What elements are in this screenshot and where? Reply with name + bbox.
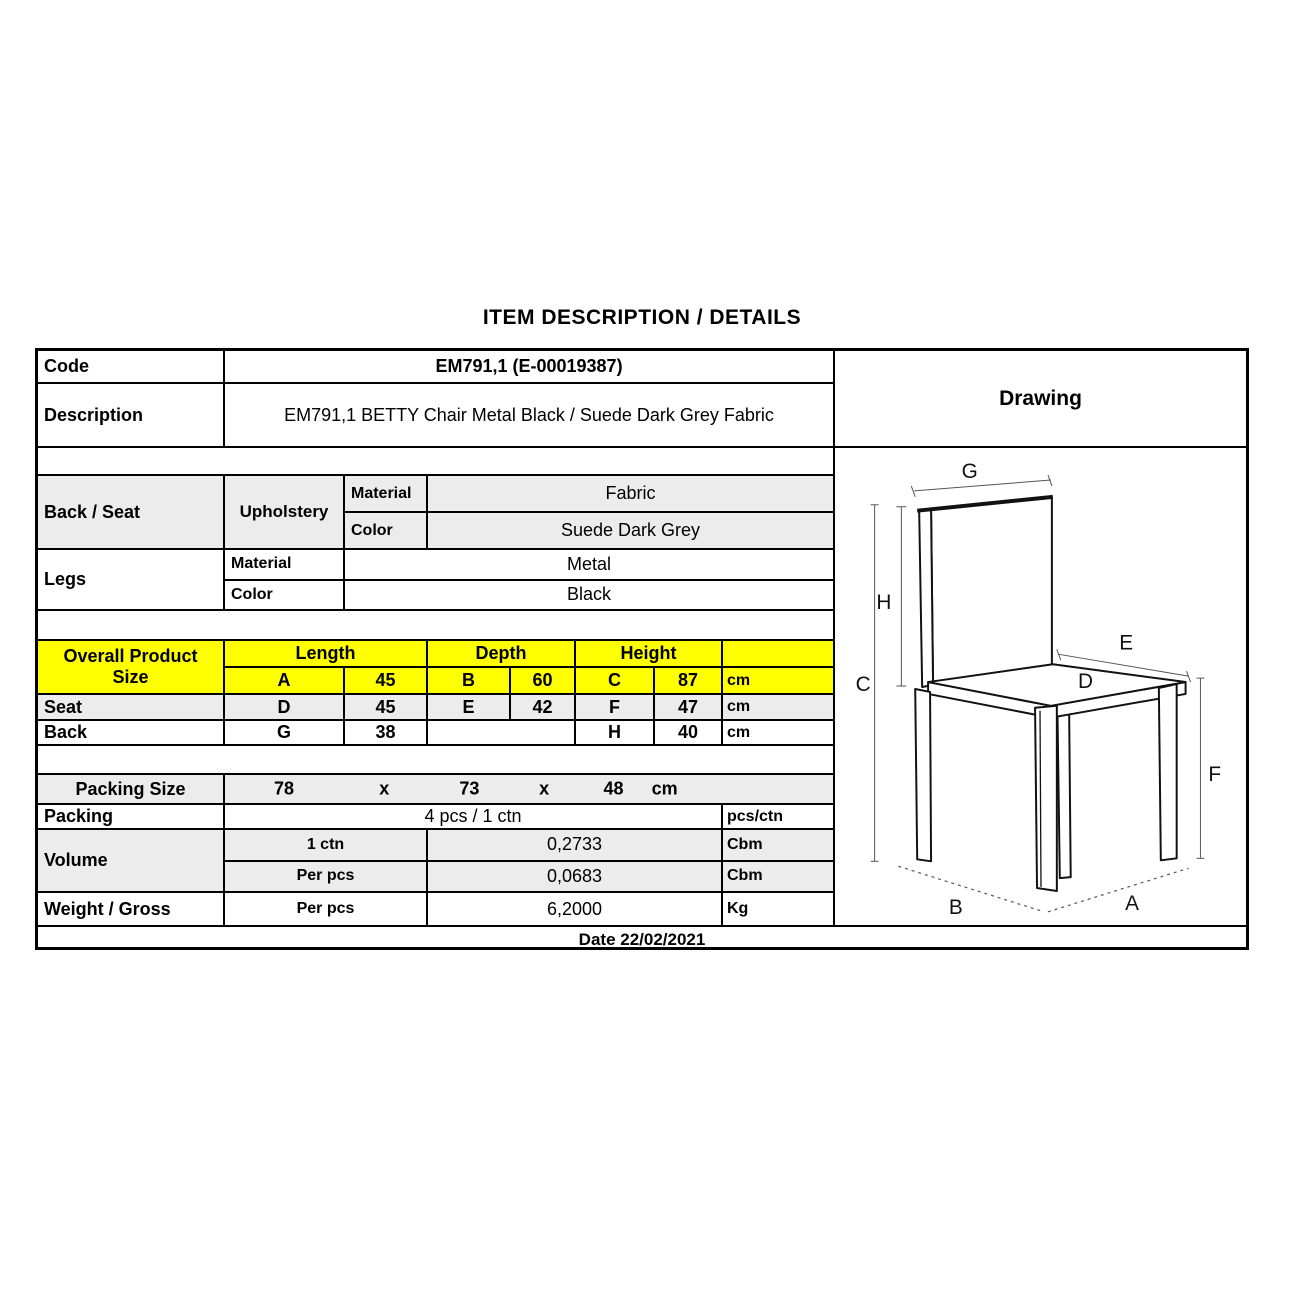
description-row <box>38 384 833 448</box>
seat-unit: cm <box>727 698 751 715</box>
weight-value: 6,2000 <box>428 893 723 925</box>
overall-length-letter: A <box>225 668 345 693</box>
overall-size-label-line2: Size <box>112 667 149 687</box>
description-value: EM791,1 BETTY Chair Metal Black / Suede Dark Grey Fabric <box>284 404 774 425</box>
back-seat-label: Back / Seat <box>38 476 225 548</box>
packing-size-values <box>225 775 833 803</box>
legs-section <box>38 550 833 611</box>
back-unit: cm <box>727 723 751 741</box>
dim-label-a: A <box>1125 891 1140 915</box>
volume-label: Volume <box>38 830 225 891</box>
color-label: Color <box>345 513 428 548</box>
chair-outline <box>915 497 1185 891</box>
chair-right-leg <box>1159 684 1177 860</box>
overall-unit: cm <box>727 671 751 689</box>
back-depth-empty <box>428 721 576 744</box>
depth-header: Depth <box>428 641 576 666</box>
chair-backrest-post <box>919 509 933 687</box>
packing-size-x2: x <box>539 778 550 799</box>
volume-ctn-value: 0,2733 <box>428 830 723 860</box>
dim-label-e: E <box>1119 631 1134 655</box>
packing-value: 4 pcs / 1 ctn <box>225 805 723 828</box>
dim-label-c: C <box>855 672 871 696</box>
back-length-value: 38 <box>345 721 428 744</box>
dim-label-d: D <box>1078 669 1094 693</box>
legs-material-value: Metal <box>566 553 611 574</box>
volume-section <box>38 830 833 893</box>
seat-depth-value: 42 <box>511 695 576 719</box>
volume-ctn-row <box>225 830 833 862</box>
chair-left-leg <box>915 689 931 861</box>
upholstery-rows <box>345 476 833 548</box>
dim-label-h: H <box>876 590 892 614</box>
overall-depth-value: 60 <box>511 668 576 693</box>
seat-label: Seat <box>38 695 225 719</box>
color-value: Suede Dark Grey <box>560 520 701 540</box>
data-table <box>38 351 835 925</box>
volume-ctn-unit: Cbm <box>727 835 763 853</box>
material-value: Fabric <box>605 483 656 503</box>
volume-pcs-row <box>225 862 833 892</box>
chair-drawing <box>835 448 1246 925</box>
volume-rows <box>225 830 833 891</box>
packing-size-d: 73 <box>459 778 480 799</box>
back-label: Back <box>38 721 225 744</box>
packing-size-unit: cm <box>651 778 678 799</box>
overall-height-value: 87 <box>655 668 723 693</box>
legs-color-value: Black <box>566 584 611 605</box>
weight-unit: Kg <box>727 900 749 917</box>
spec-table <box>35 348 1249 950</box>
upholstery-label: Upholstery <box>225 476 345 548</box>
overall-values-row <box>225 668 833 693</box>
upholstery-color-row <box>345 513 833 548</box>
back-size-row <box>38 721 833 746</box>
volume-ctn-label: 1 ctn <box>225 830 428 860</box>
size-header-grid <box>225 641 833 693</box>
seat-length-value: 45 <box>345 695 428 719</box>
back-height-value: 40 <box>655 721 723 744</box>
overall-size-label <box>38 641 225 693</box>
back-seat-section <box>38 476 833 550</box>
drawing-column <box>835 351 1246 925</box>
overall-length-value: 45 <box>345 668 428 693</box>
date-row: Date 22/02/2021 <box>38 925 1246 953</box>
overall-size-label-line1: Overall Product <box>63 646 198 667</box>
packing-row <box>38 805 833 830</box>
seat-length-letter: D <box>225 695 345 719</box>
seat-height-value: 47 <box>655 695 723 719</box>
packing-label: Packing <box>38 805 225 828</box>
volume-pcs-unit: Cbm <box>727 867 763 885</box>
overall-height-letter: C <box>576 668 655 693</box>
seat-depth-letter: E <box>428 695 511 719</box>
length-header: Length <box>225 641 428 666</box>
size-header-empty <box>723 641 833 666</box>
overall-size-section <box>38 641 833 695</box>
legs-color-row <box>225 581 833 610</box>
code-label: Code <box>38 351 225 382</box>
packing-size-row <box>38 775 833 805</box>
code-row <box>38 351 833 384</box>
drawing-title: Drawing <box>835 351 1246 448</box>
height-header: Height <box>576 641 723 666</box>
overall-depth-letter: B <box>428 668 511 693</box>
volume-pcs-label: Per pcs <box>225 862 428 892</box>
packing-size-w: 78 <box>273 778 294 799</box>
packing-size-h: 48 <box>603 778 624 799</box>
back-length-letter: G <box>225 721 345 744</box>
dim-label-f: F <box>1208 763 1222 787</box>
seat-height-letter: F <box>576 695 655 719</box>
spacer-row <box>38 611 833 641</box>
size-header-row <box>225 641 833 668</box>
legs-label: Legs <box>38 550 225 609</box>
dim-label-g: G <box>961 460 978 484</box>
code-value: EM791,1 (E-00019387) <box>435 356 623 376</box>
packing-size-x1: x <box>379 778 390 799</box>
weight-label: Weight / Gross <box>38 893 225 925</box>
seat-size-row <box>38 695 833 721</box>
dim-label-b: B <box>948 895 963 919</box>
material-label: Material <box>345 476 428 511</box>
spacer-row <box>38 746 833 775</box>
chair-front-leg <box>1035 706 1057 891</box>
volume-pcs-value: 0,0683 <box>428 862 723 892</box>
description-label: Description <box>38 384 225 446</box>
chair-backrest <box>931 498 1052 685</box>
spacer-row <box>38 448 833 476</box>
legs-material-label: Material <box>225 550 345 579</box>
weight-perpcs-label: Per pcs <box>225 893 428 925</box>
back-height-letter: H <box>576 721 655 744</box>
weight-row <box>38 893 833 925</box>
packing-unit: pcs/ctn <box>727 807 784 825</box>
legs-material-row <box>225 550 833 581</box>
legs-rows <box>225 550 833 609</box>
spec-table-main <box>38 351 1246 925</box>
legs-color-label: Color <box>225 581 345 610</box>
chair-drawing-svg <box>835 448 1246 925</box>
page-title: ITEM DESCRIPTION / DETAILS <box>482 306 802 329</box>
upholstery-material-row <box>345 476 833 513</box>
packing-size-label: Packing Size <box>38 775 225 803</box>
